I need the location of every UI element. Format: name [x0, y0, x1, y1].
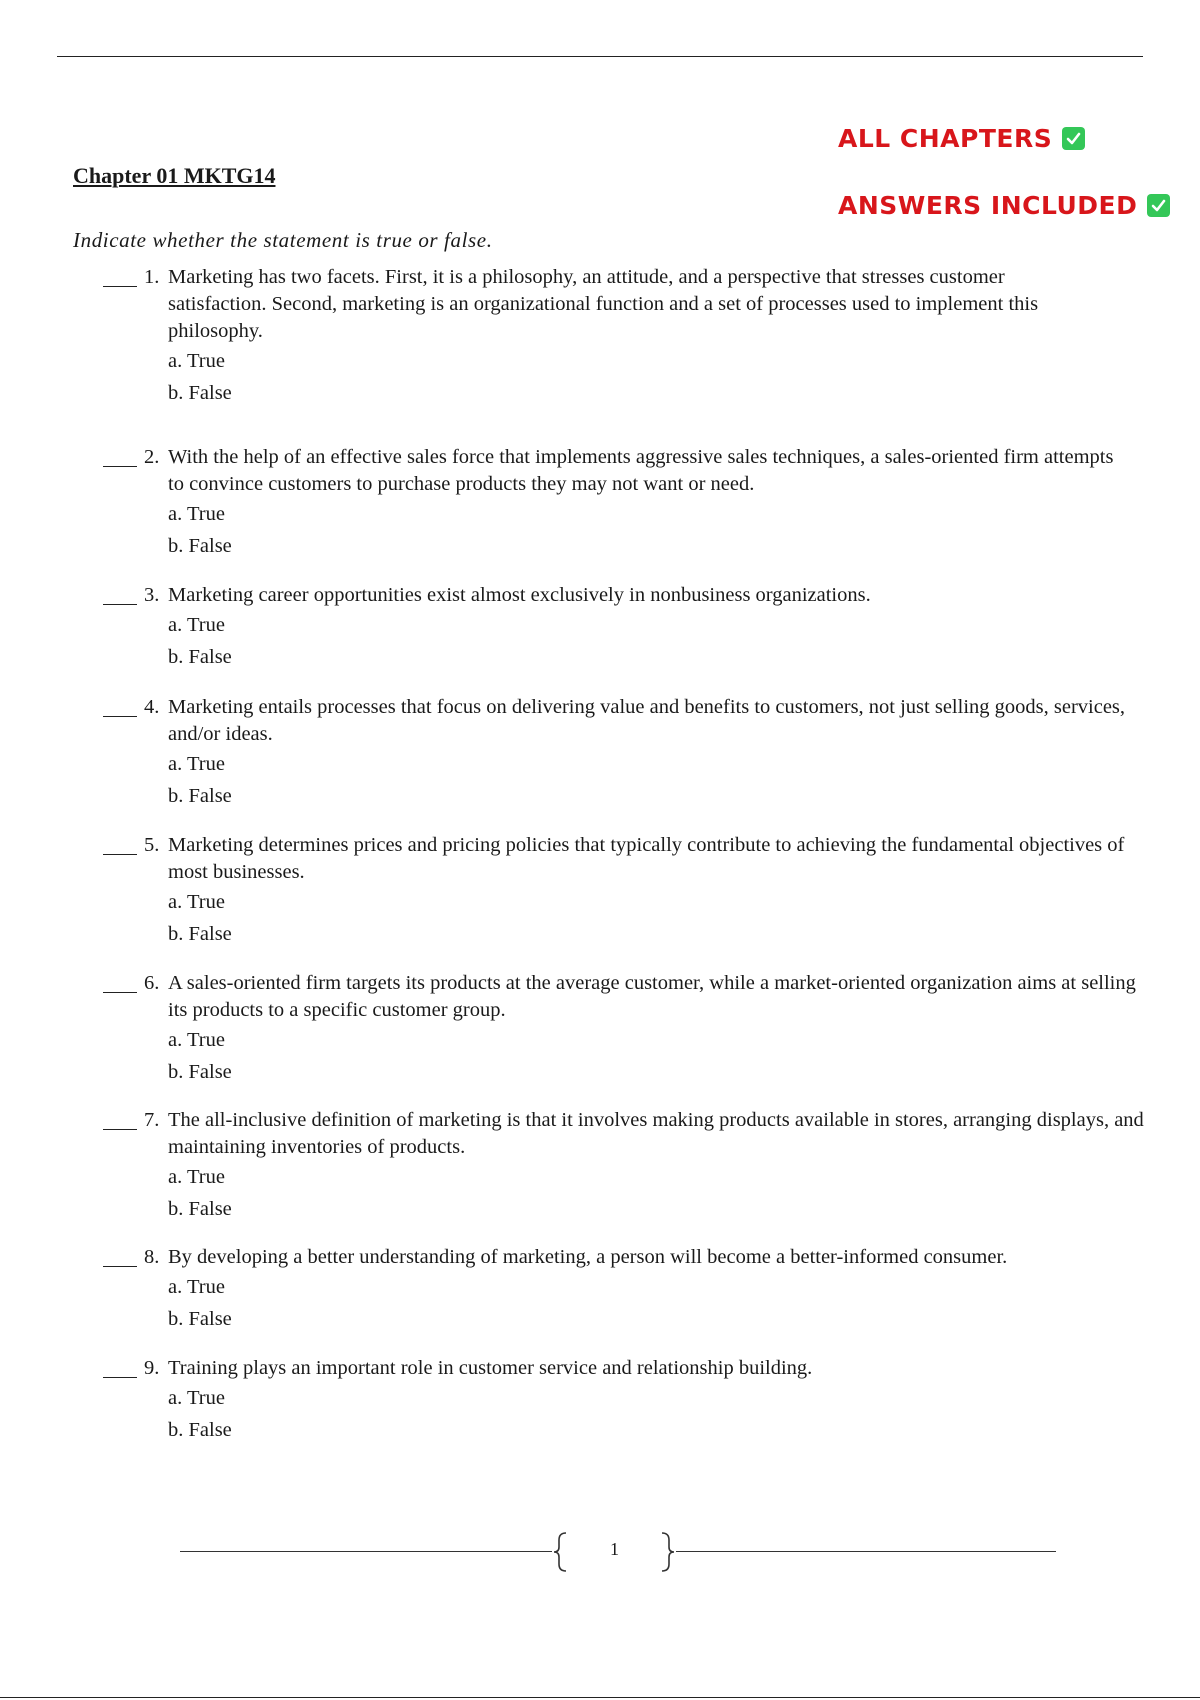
option-true[interactable]: a. True [168, 503, 225, 525]
option-true[interactable]: a. True [168, 753, 225, 775]
question-number: 7. [144, 1109, 160, 1131]
question-item [103, 1107, 1163, 1225]
answer-blank[interactable] [103, 267, 137, 287]
question-number: 1. [144, 266, 160, 288]
question-number: 4. [144, 696, 160, 718]
option-true[interactable]: a. True [168, 1029, 225, 1051]
answer-blank[interactable] [103, 835, 137, 855]
question-text: Marketing entails processes that focus on delivering value and benefits to customers, not just selling goods, services, and/or ideas. [168, 696, 1126, 745]
option-false[interactable]: b. False [168, 785, 232, 807]
option-false[interactable]: b. False [168, 382, 232, 404]
question-text: Marketing has two facets. First, it is a philosophy, an attitude, and a perspective that stresses customer satisfaction. Second, marketing is an organizational function and a set of processes used to implement this philosophy. [168, 266, 1039, 342]
question-item [103, 1355, 1163, 1446]
option-true[interactable]: a. True [168, 1166, 225, 1188]
question-text: A sales-oriented firm targets its products at the average customer, while a market-oriented organization aims at selling its products to a specific customer group. [168, 972, 1136, 1021]
left-brace-icon [552, 1532, 570, 1572]
question-number: 9. [144, 1357, 160, 1379]
option-false[interactable]: b. False [168, 1419, 232, 1441]
question-text: Marketing career opportunities exist almost exclusively in nonbusiness organizations. [168, 584, 871, 606]
answer-blank[interactable] [103, 697, 137, 717]
question-item [103, 970, 1163, 1088]
question-text: Training plays an important role in customer service and relationship building. [168, 1357, 813, 1379]
promo-line-1: ALL CHAPTERS [838, 124, 1053, 153]
question-item [103, 694, 1163, 812]
question-text: By developing a better understanding of marketing, a person will become a better-informed consumer. [168, 1246, 1008, 1268]
footer-rule-left [180, 1551, 552, 1552]
option-false[interactable]: b. False [168, 646, 232, 668]
right-brace-icon [658, 1532, 676, 1572]
option-true[interactable]: a. True [168, 350, 225, 372]
option-true[interactable]: a. True [168, 1387, 225, 1409]
question-item [103, 582, 1163, 673]
bottom-rule [0, 1697, 1200, 1698]
option-false[interactable]: b. False [168, 1198, 232, 1220]
question-item [103, 832, 1163, 950]
footer-rule-right [676, 1551, 1056, 1552]
answer-blank[interactable] [103, 447, 137, 467]
answer-blank[interactable] [103, 1358, 137, 1378]
question-text: Marketing determines prices and pricing policies that typically contribute to achieving the fundamental objectives of most businesses. [168, 834, 1125, 883]
question-number: 8. [144, 1246, 160, 1268]
question-item [103, 444, 1163, 562]
question-item [103, 264, 1163, 409]
page-footer [180, 1532, 1056, 1572]
question-text: The all-inclusive definition of marketing is that it involves making products available in stores, arranging displays, and maintaining inventories of products. [168, 1109, 1144, 1158]
answer-blank[interactable] [103, 973, 137, 993]
answer-blank[interactable] [103, 1247, 137, 1267]
question-text: With the help of an effective sales force that implements aggressive sales techniques, a sales-oriented firm attempts to convince customers to purchase products they may not want or need. [168, 446, 1114, 495]
option-true[interactable]: a. True [168, 891, 225, 913]
option-false[interactable]: b. False [168, 1308, 232, 1330]
answer-blank[interactable] [103, 1110, 137, 1130]
option-false[interactable]: b. False [168, 923, 232, 945]
answer-blank[interactable] [103, 585, 137, 605]
option-false[interactable]: b. False [168, 535, 232, 557]
question-number: 3. [144, 584, 160, 606]
question-item [103, 1244, 1163, 1335]
page-number: 1 [610, 1539, 619, 1559]
chapter-title: Chapter 01 MKTG14 [73, 163, 276, 188]
promo-line-2: ANSWERS INCLUDED [838, 191, 1138, 220]
option-true[interactable]: a. True [168, 1276, 225, 1298]
option-true[interactable]: a. True [168, 614, 225, 636]
option-false[interactable]: b. False [168, 1061, 232, 1083]
question-number: 6. [144, 972, 160, 994]
question-number: 5. [144, 834, 160, 856]
instructions: Indicate whether the statement is true or false. [73, 228, 493, 252]
question-number: 2. [144, 446, 160, 468]
